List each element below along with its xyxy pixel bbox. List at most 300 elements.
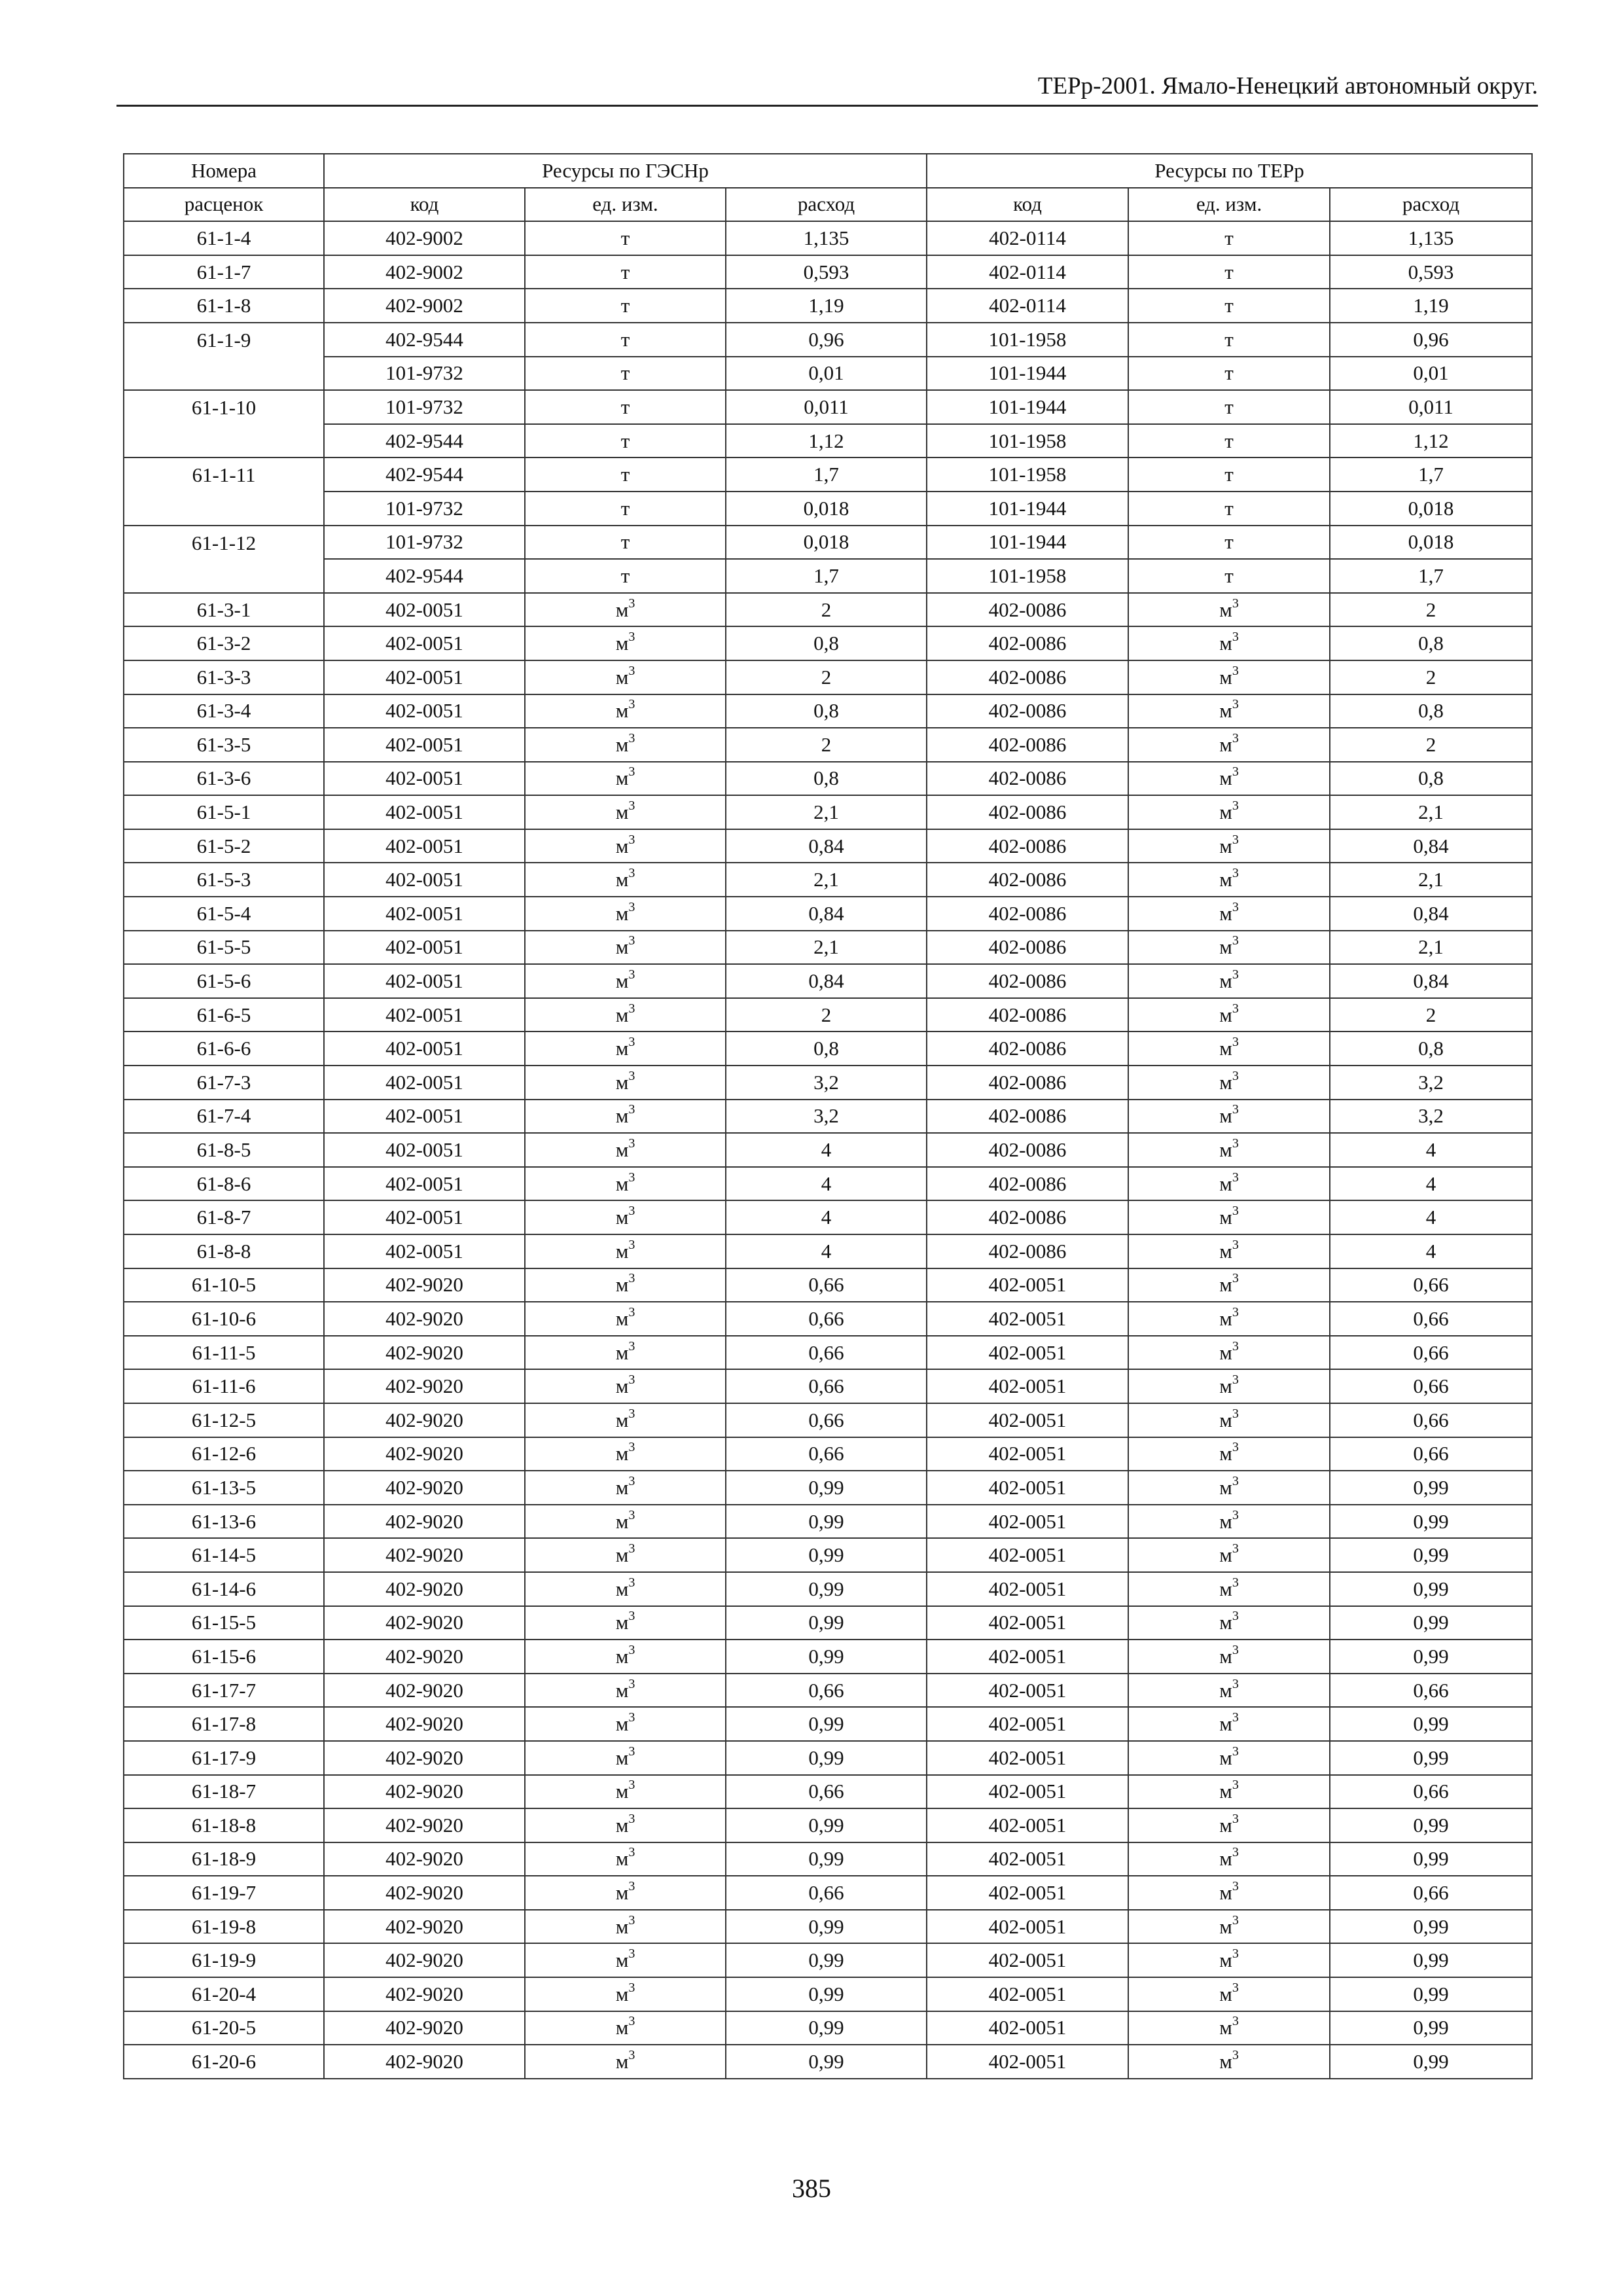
rate-number-cell: 61-12-6 xyxy=(124,1437,324,1471)
ter-unit-cell: $м^3$ xyxy=(1128,1606,1330,1640)
table-row xyxy=(124,1943,1532,1977)
rate-number-cell: 61-13-5 xyxy=(124,1471,324,1505)
gesn-unit-cell: $м^3$ xyxy=(525,998,726,1032)
gesn-code-cell: 402-9020 xyxy=(324,1336,525,1370)
gesn-qty-cell: 1,19 xyxy=(726,289,927,323)
ter-code-cell: 402-0086 xyxy=(927,964,1128,998)
ter-code-cell: 402-0086 xyxy=(927,694,1128,728)
ter-qty-cell: 2 xyxy=(1330,728,1532,762)
header-rule xyxy=(116,105,1538,107)
rate-number-cell: 61-20-6 xyxy=(124,2045,324,2079)
ter-unit-cell: $м^3$ xyxy=(1128,626,1330,660)
ter-code-cell: 402-0051 xyxy=(927,1808,1128,1842)
ter-code-cell: 402-0051 xyxy=(927,1775,1128,1809)
ter-unit-cell: $м^3$ xyxy=(1128,1538,1330,1572)
gesn-unit-cell: $м^3$ xyxy=(525,1031,726,1066)
gesn-unit-cell: $м^3$ xyxy=(525,1471,726,1505)
gesn-code-cell: 402-0051 xyxy=(324,1167,525,1201)
table-row xyxy=(124,424,1532,458)
ter-qty-cell: 0,99 xyxy=(1330,1471,1532,1505)
gesn-qty-cell: 0,66 xyxy=(726,1268,927,1302)
gesn-unit-cell: т xyxy=(525,457,726,492)
rate-number-cell: 61-3-3 xyxy=(124,660,324,694)
gesn-code-cell: 402-0051 xyxy=(324,998,525,1032)
gesn-unit-cell: $м^3$ xyxy=(525,728,726,762)
ter-qty-cell: 0,99 xyxy=(1330,1640,1532,1674)
table-row xyxy=(124,1640,1532,1674)
rate-number-cell: 61-18-8 xyxy=(124,1808,324,1842)
table-row xyxy=(124,1977,1532,2011)
gesn-qty-cell: 0,66 xyxy=(726,1674,927,1708)
ter-unit-cell: $м^3$ xyxy=(1128,1808,1330,1842)
ter-unit-cell: $м^3$ xyxy=(1128,2011,1330,2045)
ter-qty-cell: 2 xyxy=(1330,660,1532,694)
ter-qty-cell: 0,66 xyxy=(1330,1268,1532,1302)
gesn-code-cell: 402-0051 xyxy=(324,1031,525,1066)
ter-code-cell: 101-1958 xyxy=(927,457,1128,492)
ter-unit-cell: $м^3$ xyxy=(1128,1876,1330,1910)
gesn-code-cell: 402-0051 xyxy=(324,931,525,965)
rate-number-cell: 61-1-11 xyxy=(124,457,324,525)
ter-unit-cell: $м^3$ xyxy=(1128,1775,1330,1809)
rate-number-cell: 61-17-7 xyxy=(124,1674,324,1708)
ter-code-cell: 402-0051 xyxy=(927,1505,1128,1539)
ter-qty-cell: 2,1 xyxy=(1330,795,1532,829)
gesn-code-cell: 101-9732 xyxy=(324,357,525,391)
ter-unit-cell: $м^3$ xyxy=(1128,1302,1330,1336)
gesn-qty-cell: 3,2 xyxy=(726,1066,927,1100)
gesn-code-cell: 402-0051 xyxy=(324,1066,525,1100)
ter-code-cell: 402-0051 xyxy=(927,2011,1128,2045)
ter-qty-cell: 0,99 xyxy=(1330,1707,1532,1741)
table-row xyxy=(124,1775,1532,1809)
ter-unit-cell: $м^3$ xyxy=(1128,694,1330,728)
gesn-code-cell: 101-9732 xyxy=(324,390,525,424)
gesn-qty-cell: 0,99 xyxy=(726,1538,927,1572)
ter-qty-cell: 1,12 xyxy=(1330,424,1532,458)
table-row xyxy=(124,1538,1532,1572)
table-row xyxy=(124,357,1532,391)
ter-qty-cell: 1,135 xyxy=(1330,221,1532,255)
ter-unit-cell: $м^3$ xyxy=(1128,2045,1330,2079)
gesn-qty-cell: 1,7 xyxy=(726,559,927,593)
gesn-code-cell: 402-0051 xyxy=(324,829,525,863)
ter-code-cell: 402-0051 xyxy=(927,1336,1128,1370)
gesn-unit-cell: т xyxy=(525,526,726,560)
gesn-code-cell: 402-0051 xyxy=(324,593,525,627)
gesn-qty-cell: 0,99 xyxy=(726,1505,927,1539)
rate-number-cell: 61-11-6 xyxy=(124,1369,324,1403)
table-row xyxy=(124,1505,1532,1539)
ter-unit-cell: т xyxy=(1128,221,1330,255)
gesn-code-cell: 402-9020 xyxy=(324,1808,525,1842)
gesn-unit-cell: т xyxy=(525,255,726,289)
gesn-code-cell: 402-9020 xyxy=(324,1403,525,1437)
ter-qty-cell: 0,99 xyxy=(1330,1505,1532,1539)
gesn-qty-cell: 2 xyxy=(726,660,927,694)
ter-unit-cell: $м^3$ xyxy=(1128,1336,1330,1370)
ter-qty-cell: 0,66 xyxy=(1330,1437,1532,1471)
gesn-unit-cell: $м^3$ xyxy=(525,964,726,998)
gesn-code-cell: 402-0051 xyxy=(324,863,525,897)
ter-unit-cell: $м^3$ xyxy=(1128,1234,1330,1268)
table-row xyxy=(124,626,1532,660)
table-row xyxy=(124,289,1532,323)
ter-unit-cell: $м^3$ xyxy=(1128,1066,1330,1100)
ter-qty-cell: 0,66 xyxy=(1330,1302,1532,1336)
rate-number-cell: 61-1-7 xyxy=(124,255,324,289)
gesn-qty-cell: 0,593 xyxy=(726,255,927,289)
gesn-unit-cell: $м^3$ xyxy=(525,660,726,694)
ter-qty-cell: 0,66 xyxy=(1330,1876,1532,1910)
gesn-code-cell: 402-0051 xyxy=(324,660,525,694)
gesn-unit-cell: $м^3$ xyxy=(525,1910,726,1944)
gesn-code-cell: 402-9020 xyxy=(324,1977,525,2011)
rate-number-cell: 61-1-8 xyxy=(124,289,324,323)
rate-number-cell: 61-1-9 xyxy=(124,323,324,390)
gesn-code-cell: 402-9020 xyxy=(324,1606,525,1640)
gesn-qty-cell: 2,1 xyxy=(726,863,927,897)
rate-number-cell: 61-8-7 xyxy=(124,1200,324,1234)
ter-qty-cell: 0,99 xyxy=(1330,1741,1532,1775)
table-row xyxy=(124,255,1532,289)
rate-number-cell: 61-8-6 xyxy=(124,1167,324,1201)
rate-number-cell: 61-19-7 xyxy=(124,1876,324,1910)
table-row xyxy=(124,1842,1532,1876)
gesn-unit-cell: $м^3$ xyxy=(525,1268,726,1302)
ter-qty-cell: 0,84 xyxy=(1330,897,1532,931)
ter-code-cell: 402-0086 xyxy=(927,1066,1128,1100)
table-row xyxy=(124,897,1532,931)
gesn-resources-header: Ресурсы по ГЭСНр xyxy=(324,154,927,188)
gesn-qty-cell: 0,8 xyxy=(726,762,927,796)
gesn-code-cell: 402-0051 xyxy=(324,762,525,796)
ter-unit-cell: $м^3$ xyxy=(1128,1031,1330,1066)
ter-qty-cell: 0,018 xyxy=(1330,526,1532,560)
rate-number-cell: 61-5-6 xyxy=(124,964,324,998)
table-row xyxy=(124,1606,1532,1640)
rate-number-cell: 61-14-5 xyxy=(124,1538,324,1572)
ter-unit-cell: $м^3$ xyxy=(1128,1471,1330,1505)
ter-unit-cell: т xyxy=(1128,559,1330,593)
gesn-code-cell: 402-9020 xyxy=(324,1943,525,1977)
ter-code-cell: 402-0086 xyxy=(927,931,1128,965)
ter-code-cell: 402-0051 xyxy=(927,1369,1128,1403)
ter-qty-cell: 0,66 xyxy=(1330,1369,1532,1403)
gesn-code-header: код xyxy=(324,188,525,222)
rate-number-cell: 61-6-6 xyxy=(124,1031,324,1066)
gesn-code-cell: 402-9544 xyxy=(324,323,525,357)
gesn-qty-cell: 1,135 xyxy=(726,221,927,255)
ter-unit-cell: $м^3$ xyxy=(1128,1910,1330,1944)
ter-unit-cell: $м^3$ xyxy=(1128,829,1330,863)
ter-unit-cell: $м^3$ xyxy=(1128,1100,1330,1134)
gesn-code-cell: 402-9020 xyxy=(324,1302,525,1336)
table-row xyxy=(124,1369,1532,1403)
gesn-qty-cell: 0,99 xyxy=(726,1943,927,1977)
table-head-row-top xyxy=(124,154,1532,188)
gesn-code-cell: 402-9020 xyxy=(324,1876,525,1910)
ter-unit-cell: $м^3$ xyxy=(1128,931,1330,965)
ter-qty-cell: 0,8 xyxy=(1330,694,1532,728)
gesn-code-cell: 101-9732 xyxy=(324,526,525,560)
ter-code-cell: 402-0086 xyxy=(927,626,1128,660)
ter-code-cell: 402-0051 xyxy=(927,1707,1128,1741)
ter-code-cell: 402-0086 xyxy=(927,762,1128,796)
ter-qty-header: расход xyxy=(1330,188,1532,222)
table-row xyxy=(124,1876,1532,1910)
table-head xyxy=(124,154,1532,221)
gesn-qty-cell: 0,84 xyxy=(726,829,927,863)
gesn-code-cell: 402-0051 xyxy=(324,1133,525,1167)
gesn-unit-cell: т xyxy=(525,559,726,593)
rate-number-cell: 61-11-5 xyxy=(124,1336,324,1370)
ter-unit-cell: $м^3$ xyxy=(1128,660,1330,694)
gesn-unit-cell: $м^3$ xyxy=(525,1133,726,1167)
ter-qty-cell: 0,99 xyxy=(1330,1977,1532,2011)
gesn-code-cell: 402-9002 xyxy=(324,289,525,323)
ter-code-cell: 402-0051 xyxy=(927,1741,1128,1775)
ter-qty-cell: 2 xyxy=(1330,998,1532,1032)
table-row xyxy=(124,221,1532,255)
table-row xyxy=(124,1200,1532,1234)
gesn-code-cell: 402-9020 xyxy=(324,1572,525,1606)
ter-code-cell: 402-0051 xyxy=(927,1437,1128,1471)
ter-code-cell: 402-0114 xyxy=(927,289,1128,323)
gesn-qty-cell: 0,99 xyxy=(726,1471,927,1505)
ter-code-cell: 402-0051 xyxy=(927,1876,1128,1910)
gesn-qty-cell: 0,66 xyxy=(726,1302,927,1336)
gesn-code-cell: 402-9020 xyxy=(324,1910,525,1944)
gesn-qty-cell: 0,66 xyxy=(726,1437,927,1471)
table-row xyxy=(124,998,1532,1032)
ter-qty-cell: 2 xyxy=(1330,593,1532,627)
gesn-unit-cell: $м^3$ xyxy=(525,1876,726,1910)
gesn-code-cell: 402-0051 xyxy=(324,728,525,762)
ter-code-cell: 402-0086 xyxy=(927,1234,1128,1268)
gesn-code-cell: 402-9020 xyxy=(324,1674,525,1708)
gesn-code-cell: 402-0051 xyxy=(324,626,525,660)
rate-number-cell: 61-1-10 xyxy=(124,390,324,457)
gesn-qty-cell: 0,66 xyxy=(726,1336,927,1370)
gesn-qty-cell: 0,99 xyxy=(726,1707,927,1741)
rate-number-cell: 61-5-2 xyxy=(124,829,324,863)
ter-unit-cell: $м^3$ xyxy=(1128,1842,1330,1876)
gesn-unit-cell: $м^3$ xyxy=(525,2011,726,2045)
gesn-qty-cell: 3,2 xyxy=(726,1100,927,1134)
ter-unit-cell: $м^3$ xyxy=(1128,1977,1330,2011)
gesn-code-cell: 101-9732 xyxy=(324,492,525,526)
ter-unit-cell: $м^3$ xyxy=(1128,1437,1330,1471)
ter-unit-cell: т xyxy=(1128,457,1330,492)
ter-code-cell: 402-0086 xyxy=(927,998,1128,1032)
table-row xyxy=(124,526,1532,560)
gesn-code-cell: 402-9020 xyxy=(324,1741,525,1775)
ter-unit-cell: $м^3$ xyxy=(1128,998,1330,1032)
gesn-unit-cell: $м^3$ xyxy=(525,762,726,796)
ter-code-cell: 402-0051 xyxy=(927,1640,1128,1674)
ter-code-cell: 402-0051 xyxy=(927,1606,1128,1640)
rate-number-cell: 61-8-8 xyxy=(124,1234,324,1268)
ter-code-cell: 402-0114 xyxy=(927,255,1128,289)
ter-code-cell: 101-1958 xyxy=(927,323,1128,357)
ter-qty-cell: 0,66 xyxy=(1330,1336,1532,1370)
ter-code-cell: 402-0051 xyxy=(927,1538,1128,1572)
ter-qty-cell: 3,2 xyxy=(1330,1100,1532,1134)
gesn-code-cell: 402-9002 xyxy=(324,255,525,289)
ter-unit-cell: $м^3$ xyxy=(1128,1403,1330,1437)
gesn-unit-cell: $м^3$ xyxy=(525,1977,726,2011)
gesn-qty-cell: 0,84 xyxy=(726,897,927,931)
rate-number-cell: 61-15-5 xyxy=(124,1606,324,1640)
table-row xyxy=(124,1471,1532,1505)
ter-qty-cell: 4 xyxy=(1330,1200,1532,1234)
ter-code-cell: 402-0114 xyxy=(927,221,1128,255)
rate-number-cell: 61-5-5 xyxy=(124,931,324,965)
ter-unit-cell: $м^3$ xyxy=(1128,863,1330,897)
table-row xyxy=(124,1031,1532,1066)
table-row xyxy=(124,694,1532,728)
gesn-code-cell: 402-9020 xyxy=(324,1842,525,1876)
gesn-code-cell: 402-0051 xyxy=(324,795,525,829)
rate-number-cell: 61-1-4 xyxy=(124,221,324,255)
gesn-qty-cell: 0,99 xyxy=(726,1842,927,1876)
gesn-unit-cell: $м^3$ xyxy=(525,626,726,660)
ter-qty-cell: 1,19 xyxy=(1330,289,1532,323)
table-row xyxy=(124,931,1532,965)
table-row xyxy=(124,1234,1532,1268)
ter-qty-cell: 2,1 xyxy=(1330,931,1532,965)
table-row xyxy=(124,2045,1532,2079)
ter-qty-cell: 0,99 xyxy=(1330,2045,1532,2079)
gesn-qty-cell: 0,96 xyxy=(726,323,927,357)
gesn-unit-cell: $м^3$ xyxy=(525,863,726,897)
ter-unit-cell: $м^3$ xyxy=(1128,1167,1330,1201)
gesn-qty-cell: 2 xyxy=(726,728,927,762)
gesn-qty-header: расход xyxy=(726,188,927,222)
ter-code-cell: 402-0051 xyxy=(927,1572,1128,1606)
gesn-qty-cell: 1,7 xyxy=(726,457,927,492)
gesn-qty-cell: 2,1 xyxy=(726,795,927,829)
gesn-unit-cell: $м^3$ xyxy=(525,593,726,627)
ter-code-cell: 402-0051 xyxy=(927,1471,1128,1505)
gesn-code-cell: 402-9544 xyxy=(324,559,525,593)
gesn-unit-cell: $м^3$ xyxy=(525,2045,726,2079)
table-row xyxy=(124,390,1532,424)
ter-qty-cell: 4 xyxy=(1330,1133,1532,1167)
rate-number-cell: 61-7-4 xyxy=(124,1100,324,1134)
rate-number-cell: 61-3-6 xyxy=(124,762,324,796)
gesn-unit-cell: $м^3$ xyxy=(525,1842,726,1876)
gesn-qty-cell: 4 xyxy=(726,1133,927,1167)
ter-unit-cell: $м^3$ xyxy=(1128,1572,1330,1606)
table-row xyxy=(124,964,1532,998)
gesn-qty-cell: 0,99 xyxy=(726,1606,927,1640)
ter-qty-cell: 0,8 xyxy=(1330,762,1532,796)
rate-number-cell: 61-3-5 xyxy=(124,728,324,762)
table-row xyxy=(124,829,1532,863)
ter-qty-cell: 0,593 xyxy=(1330,255,1532,289)
table-row xyxy=(124,593,1532,627)
ter-qty-cell: 0,011 xyxy=(1330,390,1532,424)
table-head-row-bottom xyxy=(124,188,1532,222)
ter-unit-cell: $м^3$ xyxy=(1128,1640,1330,1674)
gesn-code-cell: 402-9020 xyxy=(324,1369,525,1403)
gesn-unit-cell: $м^3$ xyxy=(525,1808,726,1842)
gesn-unit-cell: $м^3$ xyxy=(525,1403,726,1437)
gesn-code-cell: 402-9544 xyxy=(324,424,525,458)
ter-unit-header: ед. изм. xyxy=(1128,188,1330,222)
gesn-code-cell: 402-9020 xyxy=(324,1505,525,1539)
ter-code-cell: 101-1944 xyxy=(927,492,1128,526)
ter-qty-cell: 1,7 xyxy=(1330,559,1532,593)
gesn-qty-cell: 0,8 xyxy=(726,626,927,660)
gesn-unit-cell: $м^3$ xyxy=(525,1674,726,1708)
gesn-unit-cell: $м^3$ xyxy=(525,1538,726,1572)
gesn-code-cell: 402-9020 xyxy=(324,1707,525,1741)
ter-code-cell: 402-0051 xyxy=(927,1977,1128,2011)
ter-code-cell: 402-0051 xyxy=(927,1302,1128,1336)
ter-code-cell: 402-0051 xyxy=(927,1268,1128,1302)
ter-qty-cell: 4 xyxy=(1330,1167,1532,1201)
table-row xyxy=(124,1302,1532,1336)
gesn-unit-cell: $м^3$ xyxy=(525,1100,726,1134)
rate-number-cell: 61-15-6 xyxy=(124,1640,324,1674)
gesn-unit-cell: $м^3$ xyxy=(525,1943,726,1977)
ter-code-cell: 402-0086 xyxy=(927,1031,1128,1066)
gesn-code-cell: 402-9020 xyxy=(324,1775,525,1809)
rate-number-cell: 61-5-4 xyxy=(124,897,324,931)
gesn-unit-cell: $м^3$ xyxy=(525,694,726,728)
resources-table xyxy=(123,153,1533,2079)
ter-code-cell: 402-0051 xyxy=(927,1943,1128,1977)
table-row xyxy=(124,1741,1532,1775)
gesn-unit-cell: $м^3$ xyxy=(525,931,726,965)
table-row xyxy=(124,728,1532,762)
gesn-unit-cell: $м^3$ xyxy=(525,829,726,863)
ter-code-cell: 402-0086 xyxy=(927,795,1128,829)
ter-code-cell: 402-0051 xyxy=(927,2045,1128,2079)
ter-qty-cell: 0,99 xyxy=(1330,1910,1532,1944)
rate-number-cell: 61-5-3 xyxy=(124,863,324,897)
gesn-qty-cell: 0,66 xyxy=(726,1775,927,1809)
table-row xyxy=(124,1268,1532,1302)
ter-resources-header: Ресурсы по ТЕРр xyxy=(927,154,1532,188)
gesn-code-cell: 402-0051 xyxy=(324,1200,525,1234)
ter-code-cell: 402-0086 xyxy=(927,1200,1128,1234)
gesn-qty-cell: 0,99 xyxy=(726,1977,927,2011)
gesn-qty-cell: 0,01 xyxy=(726,357,927,391)
ter-unit-cell: т xyxy=(1128,390,1330,424)
page-number: 385 xyxy=(792,2174,831,2203)
table-row xyxy=(124,1133,1532,1167)
table-row xyxy=(124,1674,1532,1708)
ter-unit-cell: $м^3$ xyxy=(1128,795,1330,829)
gesn-unit-cell: $м^3$ xyxy=(525,1741,726,1775)
gesn-code-cell: 402-9020 xyxy=(324,2045,525,2079)
gesn-code-cell: 402-9544 xyxy=(324,457,525,492)
gesn-qty-cell: 0,011 xyxy=(726,390,927,424)
table-row xyxy=(124,323,1532,357)
ter-unit-cell: $м^3$ xyxy=(1128,1674,1330,1708)
ter-unit-cell: $м^3$ xyxy=(1128,593,1330,627)
gesn-qty-cell: 2 xyxy=(726,593,927,627)
gesn-code-cell: 402-9020 xyxy=(324,1471,525,1505)
ter-unit-cell: т xyxy=(1128,424,1330,458)
gesn-unit-cell: т xyxy=(525,221,726,255)
gesn-unit-cell: т xyxy=(525,323,726,357)
ter-qty-cell: 0,84 xyxy=(1330,829,1532,863)
